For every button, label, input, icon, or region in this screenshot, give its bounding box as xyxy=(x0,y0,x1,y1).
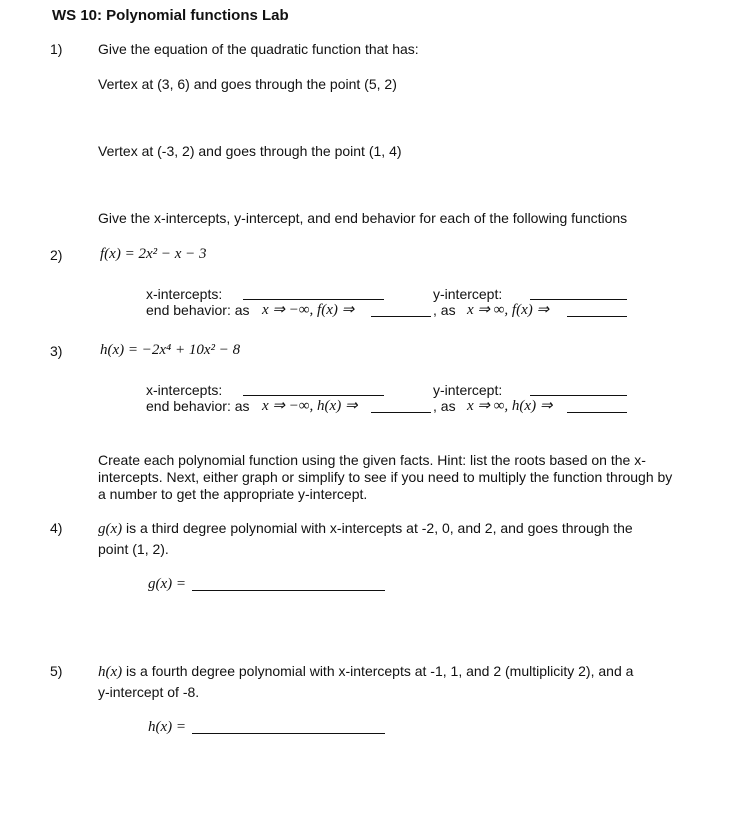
page-title: WS 10: Polynomial functions Lab xyxy=(52,7,289,24)
q2-end-sep: , as xyxy=(433,302,456,318)
q3-end-left-blank[interactable] xyxy=(371,412,431,413)
q3-end-right-blank[interactable] xyxy=(567,412,627,413)
q3-end-sep: , as xyxy=(433,398,456,414)
q4-text-rest: is a third degree polynomial with x-intercepts at -2, 0, and 2, and goes through the xyxy=(122,520,633,536)
q2-x-intercepts-label: x-intercepts: xyxy=(146,286,223,302)
q2-x-intercepts-blank[interactable] xyxy=(243,299,384,300)
q3-x-intercepts-blank[interactable] xyxy=(243,395,384,396)
q3-x-intercepts-label: x-intercepts: xyxy=(146,382,223,398)
q5-text xyxy=(98,663,633,681)
q2-y-intercept-blank[interactable] xyxy=(530,299,627,300)
q5-number: 5) xyxy=(50,663,63,679)
q5-text-rest: is a fourth degree polynomial with x-intercepts at -1, 1, and 2 (multiplicity 2), and a xyxy=(122,663,634,679)
q2-number: 2) xyxy=(50,247,63,263)
q4-answer-label: g(x) = xyxy=(148,576,187,592)
q1-part-b: Vertex at (-3, 2) and goes through the point (1, 4) xyxy=(98,143,402,159)
q4-number: 4) xyxy=(50,520,63,536)
q3-number: 3) xyxy=(50,343,63,359)
q4-function-name: g(x) xyxy=(98,521,123,537)
q5-answer-blank[interactable] xyxy=(192,733,385,734)
q2-end-right-blank[interactable] xyxy=(567,316,627,317)
q1-number: 1) xyxy=(50,41,63,57)
q2-end-left: x ⇒ −∞, f(x) ⇒ xyxy=(262,302,355,318)
create-instruction: Create each polynomial function using the given facts. Hint: list the roots based on the x-intercepts. Next, either graph or simplify to see if you need to multiply the function through by a number to get the appropriate y-intercept. xyxy=(98,452,673,502)
q2-function: f(x) = 2x² − x − 3 xyxy=(100,246,207,262)
q3-end-left: x ⇒ −∞, h(x) ⇒ xyxy=(262,398,358,414)
q2-y-intercept-label: y-intercept: xyxy=(433,286,503,302)
q3-function: h(x) = −2x⁴ + 10x² − 8 xyxy=(100,342,241,358)
q2-end-behavior-label: end behavior: as xyxy=(146,302,250,318)
q3-end-right: x ⇒ ∞, h(x) ⇒ xyxy=(467,398,553,414)
q3-y-intercept-blank[interactable] xyxy=(530,395,627,396)
q5-function-name: h(x) xyxy=(98,664,123,680)
q1-prompt: Give the equation of the quadratic function that has: xyxy=(98,41,419,57)
intercepts-instruction: Give the x-intercepts, y-intercept, and end behavior for each of the following functions xyxy=(98,210,628,226)
q2-end-left-blank[interactable] xyxy=(371,316,431,317)
q4-text-line2: point (1, 2). xyxy=(98,541,169,557)
q4-answer-blank[interactable] xyxy=(192,590,385,591)
q5-answer-label: h(x) = xyxy=(148,719,187,735)
q3-end-behavior-label: end behavior: as xyxy=(146,398,250,414)
q2-end-right: x ⇒ ∞, f(x) ⇒ xyxy=(467,302,550,318)
q3-y-intercept-label: y-intercept: xyxy=(433,382,503,398)
q1-part-a: Vertex at (3, 6) and goes through the point (5, 2) xyxy=(98,76,397,92)
q5-text-line2: y-intercept of -8. xyxy=(98,684,200,700)
q4-text xyxy=(98,520,633,538)
